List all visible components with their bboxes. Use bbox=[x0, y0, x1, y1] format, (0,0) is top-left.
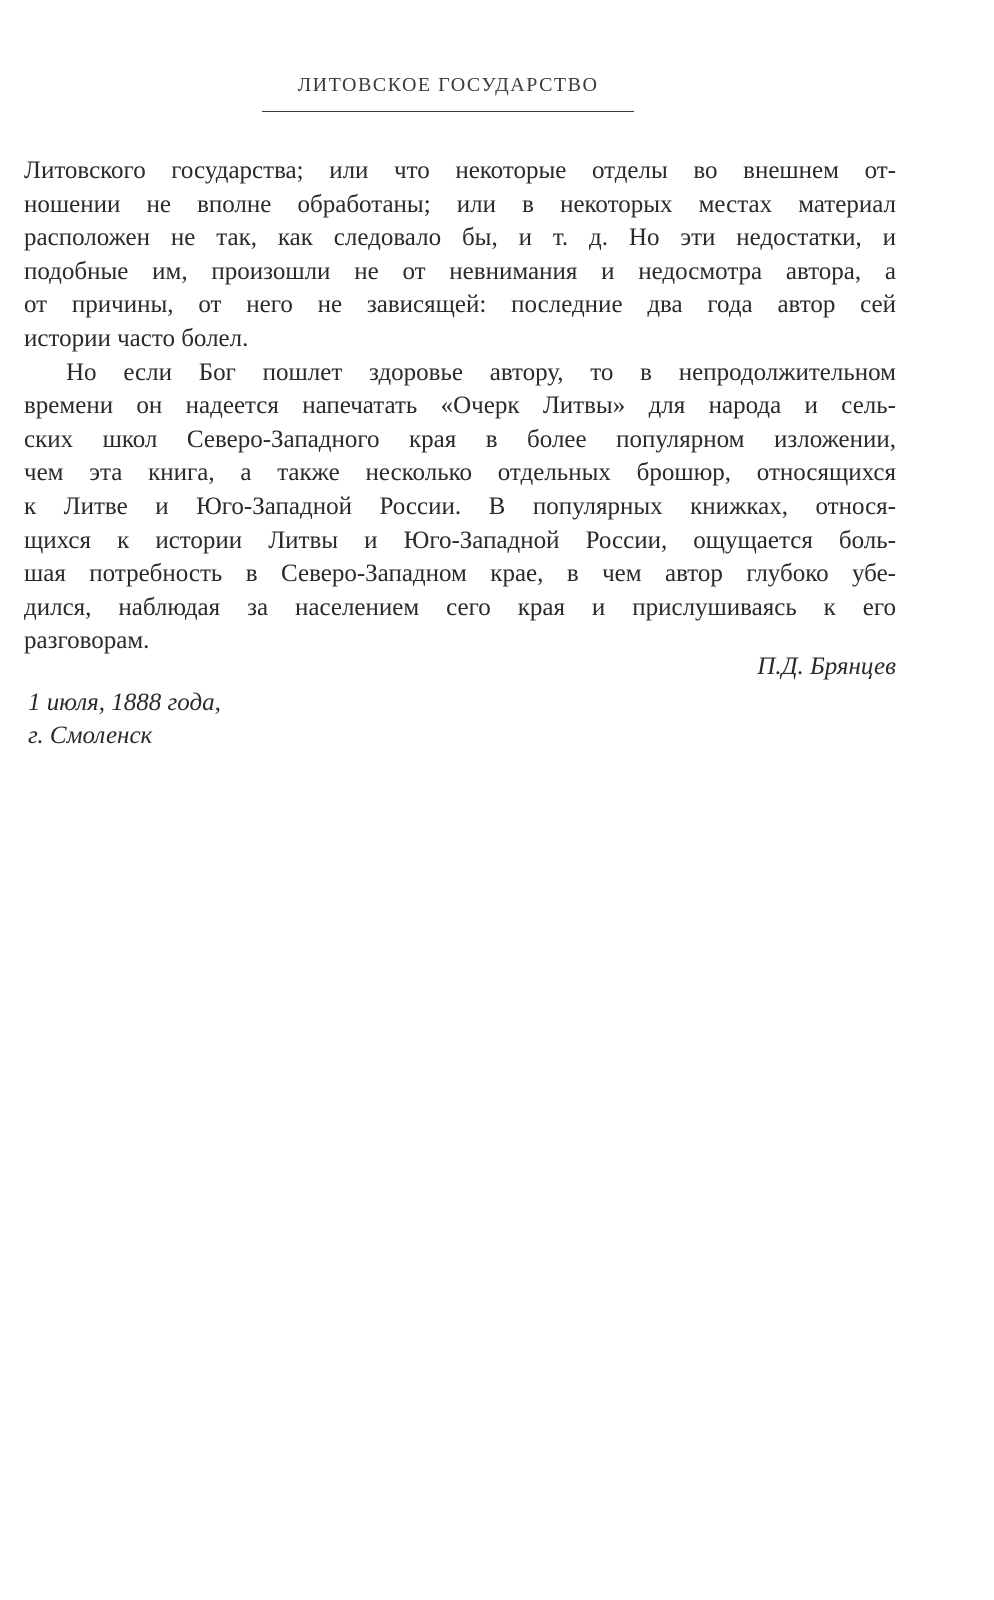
text-line: истории часто болел. bbox=[24, 324, 249, 352]
place-line: г. Смоленск bbox=[28, 722, 153, 749]
paragraph bbox=[24, 356, 896, 658]
text-line: Литовского государства; или что некоторые отделы во внешнем от- bbox=[24, 157, 896, 184]
text-line: шая потребность в Северо-Западном крае, в чем автор глубоко убе- bbox=[24, 560, 896, 588]
author-signature: П.Д. Брянцев bbox=[757, 653, 896, 680]
text-line: дился, наблюдая за населением сего края и прислушиваясь к его bbox=[24, 593, 896, 621]
date-place bbox=[28, 686, 221, 752]
header-rule bbox=[262, 111, 634, 112]
text-line: времени он надеется напечатать «Очерк Литвы» для народа и сель- bbox=[24, 392, 896, 420]
paragraph bbox=[24, 154, 896, 356]
running-head: ЛИТОВСКОЕ ГОСУДАРСТВО bbox=[297, 74, 599, 96]
date-line: 1 июля, 1888 года, bbox=[28, 689, 221, 716]
text-line: Но если Бог пошлет здоровье автору, то в непродолжительном bbox=[66, 358, 896, 386]
text-line: подобные им, произошли не от невнимания и недосмотра автора, а bbox=[24, 257, 896, 285]
text-line: ских школ Северо-Западного края в более популярном изложении, bbox=[24, 425, 896, 453]
text-line: расположен не так, как следовало бы, и т. д. Но эти недостатки, и bbox=[24, 224, 896, 252]
text-line: чем эта книга, а также несколько отдельных брошюр, относящихся bbox=[24, 459, 896, 487]
text-line: щихся к истории Литвы и Юго-Западной России, ощущается боль- bbox=[24, 526, 896, 554]
body-text bbox=[24, 154, 896, 658]
text-line: разговорам. bbox=[24, 627, 150, 655]
text-line: к Литве и Юго-Западной России. В популярных книжках, относя- bbox=[24, 492, 896, 520]
text-line: ношении не вполне обработаны; или в некоторых местах материал bbox=[24, 190, 896, 218]
text-line: от причины, от него не зависящей: последние два года автор сей bbox=[24, 291, 896, 319]
